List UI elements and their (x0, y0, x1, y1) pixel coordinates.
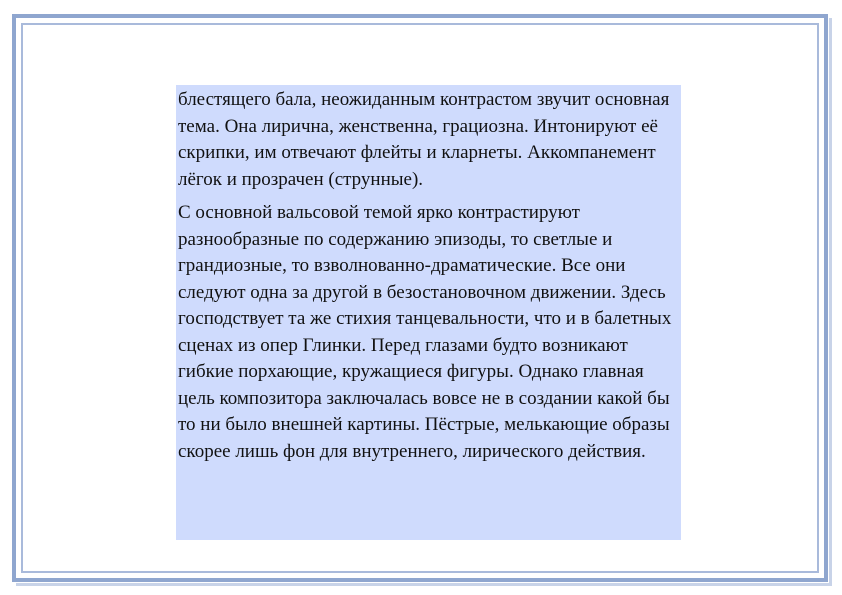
paragraph-2: С основной вальсовой темой ярко контрастируют разнообразные по содержанию эпизоды, то светлые и грандиозные, то взволнованно-драматические. Все они следуют одна за другой в безостановочном движении. Здесь господствует та же стихия танцевальности, что и в балетных сценах из опер Глинки. Перед глазами будто возникают гибкие порхающие, кружащиеся фигуры. Однако главная цель композитора заключалась вовсе не в создании какой бы то ни было внешней картины. Пёстрые, мелькающие образы скорее лишь фон для внутреннего, лирического действия. (178, 202, 672, 462)
paragraph-1: блестящего бала, неожиданным контрастом звучит основная тема. Она лирична, женственна, грациозна. Интонируют её скрипки, им отвечают флейты и кларнеты. Аккомпанемент лёгок и прозрачен (струнные). (178, 89, 670, 190)
text-block (176, 85, 681, 540)
